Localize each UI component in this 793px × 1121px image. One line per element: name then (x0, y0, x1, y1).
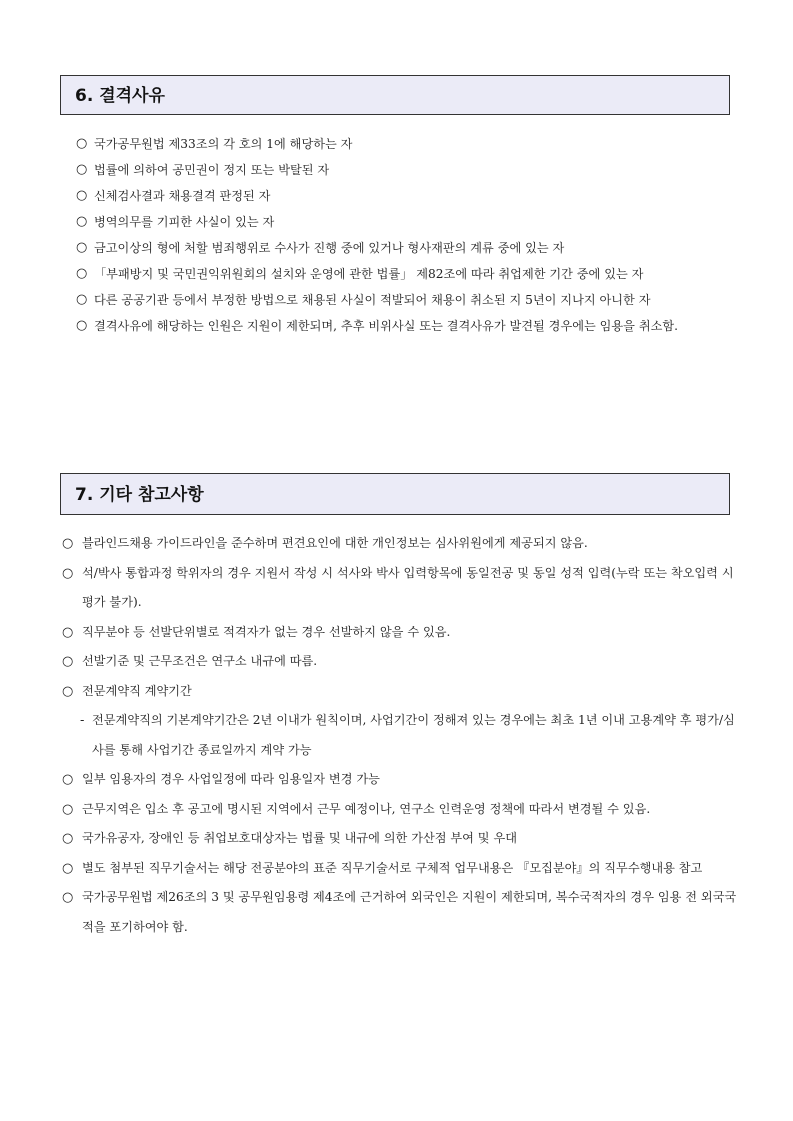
section-7-title: 7. 기타 참고사항 (75, 485, 204, 505)
section-6-title: 6. 결격사유 (75, 86, 165, 106)
list-item: ○ 「부패방지 및 국민권익위원회의 설치와 운영에 관한 법률」 제82조에 따라 취업제한 기간 중에 있는 자 (76, 261, 744, 287)
disqualification-list (76, 131, 744, 339)
list-item: ○ 결격사유에 해당하는 인원은 지원이 제한되며, 추후 비위사실 또는 결격사유가 발견될 경우에는 임용을 취소함. (76, 313, 744, 339)
circle-bullet: ○ (62, 654, 74, 669)
section-6-header (60, 75, 730, 115)
list-item: ○ 법률에 의하여 공민권이 정지 또는 박탈된 자 (76, 157, 744, 183)
list-item: ○ 직무분야 등 선발단위별로 적격자가 없는 경우 선발하지 않을 수 있음. (62, 618, 744, 648)
circle-bullet: ○ (76, 188, 88, 203)
list-item: ○ 병역의무를 기피한 사실이 있는 자 (76, 209, 744, 235)
list-item: ○ 국가유공자, 장애인 등 취업보호대상자는 법률 및 내규에 의한 가산점 부여 및 우대 (62, 824, 744, 854)
list-item: ○ 다른 공공기관 등에서 부정한 방법으로 채용된 사실이 적발되어 채용이 취소된 지 5년이 지나지 아니한 자 (76, 287, 744, 313)
circle-bullet: ○ (62, 801, 74, 817)
circle-bullet: ○ (62, 624, 74, 640)
circle-bullet: ○ (76, 136, 88, 151)
list-item: ○ 일부 임용자의 경우 사업일정에 따라 임용일자 변경 가능 (62, 765, 744, 795)
circle-bullet: ○ (62, 683, 74, 699)
circle-bullet: ○ (76, 266, 88, 281)
circle-bullet: ○ (76, 318, 88, 333)
list-item: ○ 국가공무원법 제26조의 3 및 공무원임용령 제4조에 근거하여 외국인은 지원이 제한되며, 복수국적자의 경우 임용 전 외국국적을 포기하여야 함. (62, 883, 744, 942)
list-item: ○ 블라인드채용 가이드라인을 준수하며 편견요인에 대한 개인정보는 심사위원에게 제공되지 않음. (62, 529, 744, 559)
circle-bullet: ○ (76, 162, 88, 177)
list-item: ○ 국가공무원법 제33조의 각 호의 1에 해당하는 자 (76, 131, 744, 157)
list-item: ○ 금고이상의 형에 처할 범죄행위로 수사가 진행 중에 있거나 형사재판의 계류 중에 있는 자 (76, 235, 744, 261)
list-item: ○ 전문계약직 계약기간 (62, 677, 744, 707)
circle-bullet: ○ (62, 831, 74, 846)
circle-bullet: ○ (62, 536, 74, 551)
circle-bullet: ○ (62, 772, 74, 787)
circle-bullet: ○ (62, 565, 74, 581)
section-7-header (60, 473, 730, 515)
contract-period-subitem: - 전문계약직의 기본계약기간은 2년 이내가 원칙이며, 사업기간이 정해져 있는 경우에는 최초 1년 이내 고용계약 후 평가/심사를 통해 사업기간 종료일까지 계약 가능 (62, 706, 744, 765)
circle-bullet: ○ (76, 292, 88, 307)
list-item: ○ 신체검사결과 채용결격 판정된 자 (76, 183, 744, 209)
list-item: ○ 별도 첨부된 직무기술서는 해당 전공분야의 표준 직무기술서로 구체적 업무내용은 『모집분야』의 직무수행내용 참고 (62, 854, 744, 884)
circle-bullet: ○ (76, 214, 88, 229)
list-item: ○ 근무지역은 입소 후 공고에 명시된 지역에서 근무 예정이나, 연구소 인력운영 정책에 따라서 변경될 수 있음. (62, 795, 744, 825)
dash-bullet: - (80, 713, 85, 727)
list-item: ○ 선발기준 및 근무조건은 연구소 내규에 따름. (62, 647, 744, 677)
circle-bullet: ○ (76, 240, 88, 255)
notes-list (62, 529, 744, 942)
circle-bullet: ○ (62, 890, 74, 905)
list-item: ○ 석/박사 통합과정 학위자의 경우 지원서 작성 시 석사와 박사 입력항목에 동일전공 및 동일 성적 입력(누락 또는 착오입력 시 평가 불가). (62, 559, 744, 618)
circle-bullet: ○ (62, 860, 74, 876)
